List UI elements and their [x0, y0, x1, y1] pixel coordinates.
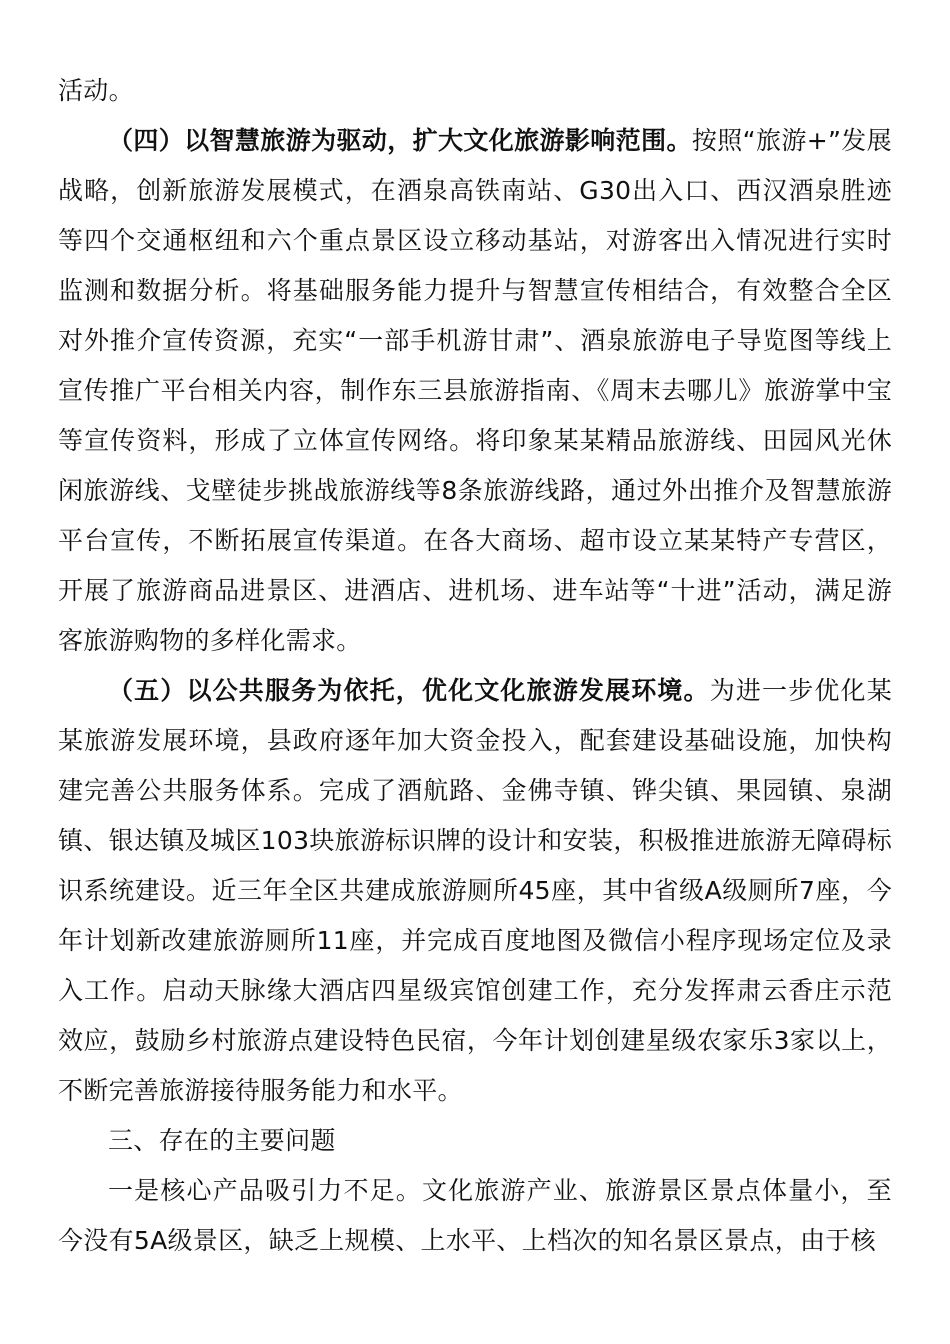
document-body	[58, 66, 892, 1266]
paragraph-public-service	[58, 666, 892, 1116]
paragraph-core-product: 一是核心产品吸引力不足。文化旅游产业、旅游景区景点体量小，至今没有5A级景区，缺乏上规模、上水平、上档次的知名景区景点，由于核	[58, 1176, 892, 1255]
paragraph-continuation: 活动。	[58, 76, 134, 105]
paragraph-body-public-service: 为进一步优化某某旅游发展环境，县政府逐年加大资金投入，配套建设基础设施，加快构建完善公共服务体系。完成了酒航路、金佛寺镇、铧尖镇、果园镇、泉湖镇、银达镇及城区103块旅游标识牌的设计和安装，积极推进旅游无障碍标识系统建设。近三年全区共建成旅游厕所45座，其中省级A级厕所7座，今年计划新改建旅游厕所11座，并完成百度地图及微信小程序现场定位及录入工作。启动天脉缘大酒店四星级宾馆创建工作，充分发挥肃云香庄示范效应，鼓励乡村旅游点建设特色民宿，今年计划创建星级农家乐3家以上，不断完善旅游接待服务能力和水平。	[58, 676, 892, 1105]
section-title-main-problems: 三、存在的主要问题	[108, 1126, 336, 1155]
paragraph-smart-tourism	[58, 116, 892, 666]
paragraph-heading-smart-tourism: （四）以智慧旅游为驱动，扩大文化旅游影响范围。	[108, 126, 692, 155]
paragraph-heading-public-service: （五）以公共服务为依托，优化文化旅游发展环境。	[108, 676, 710, 705]
paragraph-body-smart-tourism: 按照“旅游+”发展战略，创新旅游发展模式，在酒泉高铁南站、G30出入口、西汉酒泉胜迹等四个交通枢纽和六个重点景区设立移动基站，对游客出入情况进行实时监测和数据分析。将基础服务能力提升与智慧宣传相结合，有效整合全区对外推介宣传资源，充实“一部手机游甘肃”、酒泉旅游电子导览图等线上宣传推广平台相关内容，制作东三县旅游指南、《周末去哪儿》旅游掌中宝等宣传资料，形成了立体宣传网络。将印象某某精品旅游线、田园风光休闲旅游线、戈壁徒步挑战旅游线等8条旅游线路，通过外出推介及智慧旅游平台宣传，不断拓展宣传渠道。在各大商场、超市设立某某特产专营区，开展了旅游商品进景区、进酒店、进机场、进车站等“十进”活动，满足游客旅游购物的多样化需求。	[58, 126, 892, 655]
